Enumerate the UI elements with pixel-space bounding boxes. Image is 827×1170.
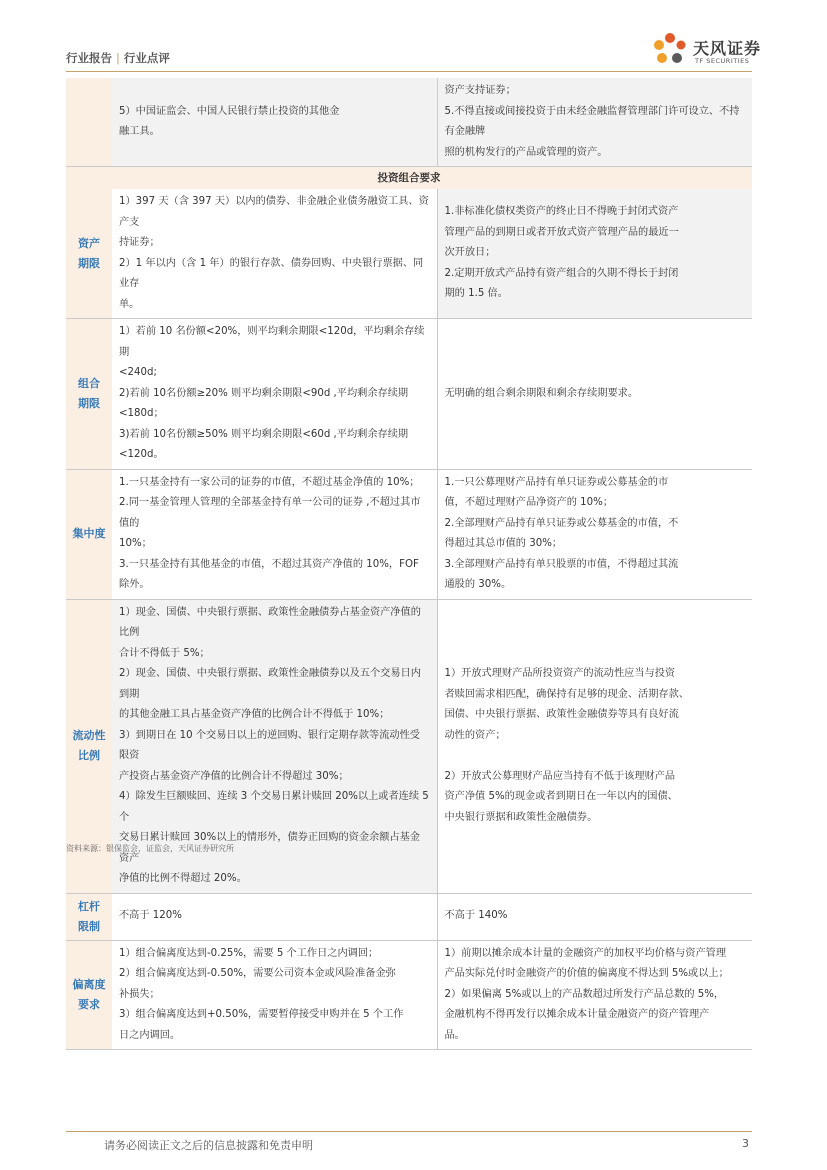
top-row-right-cell (437, 78, 752, 167)
text-line: 期限 (78, 396, 100, 410)
row-label-concentration (66, 469, 112, 599)
text-line: 补损失； (119, 988, 160, 1000)
text-line: 不高于 120% (119, 910, 182, 922)
text-line: 中央银行票据和政策性金融债券。 (444, 811, 598, 823)
text-line: 单。 (119, 298, 140, 310)
text-line: 限制 (78, 919, 100, 933)
text-line: 1）开放式理财产品所投资资产的流动性应当与投资 (444, 668, 676, 679)
fund-requirement-cell (112, 319, 437, 470)
source-note: 资料来源：银保监会，证监会，天风证券研究所 (66, 844, 234, 853)
row-label-deviation-requirement (66, 940, 112, 1050)
text-line: 管理产品的到期日或者开放式资产管理产品的最近一 (444, 226, 679, 238)
text-line: 期的 1.5 倍。 (444, 288, 508, 300)
text-line: 集中度 (72, 527, 106, 540)
text-line: 期限 (78, 256, 100, 270)
row-label-asset-term (66, 189, 112, 319)
text-line: 3）组合偏离度达到+0.50%，需要暂停接受申购并在 5 个工作 (119, 1009, 404, 1020)
table-row-portfolio-term (66, 319, 752, 470)
table-row-top (66, 78, 752, 167)
fund-requirement-cell (112, 940, 437, 1050)
footer-disclaimer: 请务必阅读正文之后的信息披露和免责申明 (104, 1139, 313, 1152)
text-line: 资产 (78, 236, 100, 250)
wealth-product-requirement-cell (437, 893, 752, 940)
text-line: 照的机构发行的产品或管理的资产。 (444, 146, 608, 158)
brand-name-en: TF SECURITIES (695, 57, 750, 65)
text-line: 3)若前 10名份额≥50% 则平均剩余期限<60d ,平均剩余存续期<120d。 (119, 428, 409, 460)
text-line: 偏离度 (72, 977, 106, 991)
text-line: 比例 (78, 749, 100, 762)
footer-divider (66, 1131, 752, 1132)
table-row-asset-term (66, 189, 752, 319)
text-line: 产投资占基金资产净值的比例合计不得超过 30%； (119, 770, 349, 782)
text-line: 国债、中央银行票据、政策性金融债券等具有良好流 (444, 709, 679, 720)
page-number: 3 (742, 1137, 749, 1150)
report-header (66, 50, 170, 66)
table-row-deviation-requirement (66, 940, 752, 1050)
text-line: 合计不得低于 5%； (119, 647, 210, 659)
fund-requirement-cell (112, 189, 437, 319)
text-line: 动性的资产； (444, 729, 506, 741)
text-line: 5）中国证监会、中国人民银行禁止投资的其他金 (119, 105, 340, 117)
header-separator: | (116, 51, 120, 65)
text-line: 值，不超过理财产品净资产的 10%； (444, 497, 614, 508)
company-logo (650, 30, 770, 72)
text-line: 2.全部理财产品持有单只证券或公募基金的市值，不 (444, 517, 679, 529)
text-line: 不高于 140% (444, 910, 508, 922)
text-line: 日之内调回。 (119, 1029, 181, 1041)
text-line: 1）397 天（含 397 天）以内的债券、非金融企业债务融资工具、资产支 (119, 196, 429, 228)
text-line: 无明确的组合剩余期限和剩余存续期要求。 (444, 387, 639, 399)
text-line: 1）现金、国债、中央银行票据、政策性金融债券占基金资产净值的比例 (119, 606, 421, 638)
text-line: 1.非标准化债权类资产的终止日不得晚于封闭式资产 (444, 206, 679, 218)
text-line: <240d; (119, 367, 157, 378)
section-header: 投资组合要求 (66, 167, 752, 190)
text-line: 组合 (78, 376, 100, 390)
text-line (445, 746, 746, 767)
text-line: 净值的比例不得超过 20%。 (119, 873, 247, 884)
text-line: 次开放日； (444, 247, 496, 259)
comparison-table (66, 78, 752, 1050)
table-row-leverage-limit (66, 893, 752, 940)
text-line: 交易日累计赎回 30%以上的情形外，债券正回购的资金余额占基金资产 (119, 832, 420, 864)
wealth-product-requirement-cell (437, 189, 752, 319)
text-line: 2)若前 10名份额≥20% 则平均剩余期限<90d ,平均剩余存续期<180d； (119, 387, 409, 419)
text-line: 1）组合偏离度达到-0.25%，需要 5 个工作日之内调回； (119, 947, 379, 959)
text-line: 2）组合偏离度达到-0.50%，需要公司资本金或风险准备金弥 (119, 968, 396, 979)
fund-requirement-cell (112, 893, 437, 940)
text-line: 10%； (119, 538, 152, 549)
wealth-product-requirement-cell (437, 940, 752, 1050)
text-line: 2）1 年以内（含 1 年）的银行存款、债券回购、中央银行票据、同业存 (119, 257, 424, 289)
text-line: 要求 (78, 997, 100, 1011)
wealth-product-requirement-cell (437, 469, 752, 599)
text-line: 得超过其总市值的 30%； (444, 538, 563, 549)
text-line: 1.一只基金持有一家公司的证券的市值，不超过基金净值的 10%； (119, 476, 420, 488)
text-line: 2）如果偏离 5%或以上的产品数超过所发行产品总数的 5%， (444, 988, 725, 1000)
text-line: 杠杆 (78, 899, 100, 913)
text-line: 1）前期以摊余成本计量的金融资产的加权平均价格与资产管理 (444, 947, 727, 959)
top-row-left-cell (112, 78, 437, 167)
header-section-report: 行业报告 (66, 51, 112, 65)
wealth-product-requirement-cell (437, 319, 752, 470)
table-row-concentration (66, 469, 752, 599)
header-divider (66, 71, 752, 72)
text-line: 5.不得直接或间接投资于由未经金融监督管理部门许可设立、不持有金融牌 (444, 105, 740, 137)
text-line: 2）现金、国债、中央银行票据、政策性金融债券以及五个交易日内到期 (119, 668, 421, 700)
text-line: 3.一只基金持有其他基金的市值，不超过其资产净值的 10%，FOF 除外。 (119, 558, 419, 590)
text-line: 4）除发生巨额赎回、连续 3 个交易日累计赎回 20%以上或者连续 5 个 (119, 791, 429, 823)
row-label-leverage-limit (66, 893, 112, 940)
wealth-product-requirement-cell (437, 599, 752, 893)
row-label-portfolio-term (66, 319, 112, 470)
text-line: 通股的 30%。 (444, 579, 512, 590)
text-line: 2）开放式公募理财产品应当持有不低于该理财产品 (444, 770, 676, 782)
header-section-review: 行业点评 (123, 51, 170, 65)
text-line: 1）若前 10 名份额<20%，则平均剩余期限<120d，平均剩余存续期 (119, 326, 425, 358)
text-line: 产品实际兑付时金融资产的价值的偏离度不得达到 5%或以上； (444, 968, 729, 979)
text-line: 2.同一基金管理人管理的全部基金持有单一公司的证券 ,不超过其市值的 (119, 497, 421, 529)
fund-requirement-cell (112, 469, 437, 599)
text-line: 1.一只公募理财产品持有单只证券或公募基金的市 (444, 476, 669, 488)
text-line: 资产支持证券； (444, 85, 516, 96)
text-line: 3.全部理财产品持有单只股票的市值，不得超过其流 (444, 558, 679, 570)
brand-name-cn: 天风证券 (693, 39, 762, 58)
text-line: 融工具。 (119, 126, 160, 137)
text-line: 资产净值 5%的现金或者到期日在一年以内的国债、 (444, 791, 678, 802)
text-line: 的其他金融工具占基金资产净值的比例合计不得低于 10%； (119, 709, 390, 720)
section-header-row (66, 167, 752, 190)
text-line: 金融机构不得再发行以摊余成本计量金融资产的资产管理产 (444, 1009, 710, 1020)
text-line: 流动性 (72, 729, 106, 742)
flower-logo-icon (650, 30, 690, 70)
text-line: 持证券； (119, 237, 160, 248)
text-line: 者赎回需求相匹配，确保持有足够的现金、活期存款、 (444, 688, 689, 700)
text-line: 品。 (444, 1029, 465, 1041)
text-line: 3）到期日在 10 个交易日以上的逆回购、银行定期存款等流动性受限资 (119, 729, 420, 761)
text-line: 2.定期开放式产品持有资产组合的久期不得长于封闭 (444, 267, 679, 279)
